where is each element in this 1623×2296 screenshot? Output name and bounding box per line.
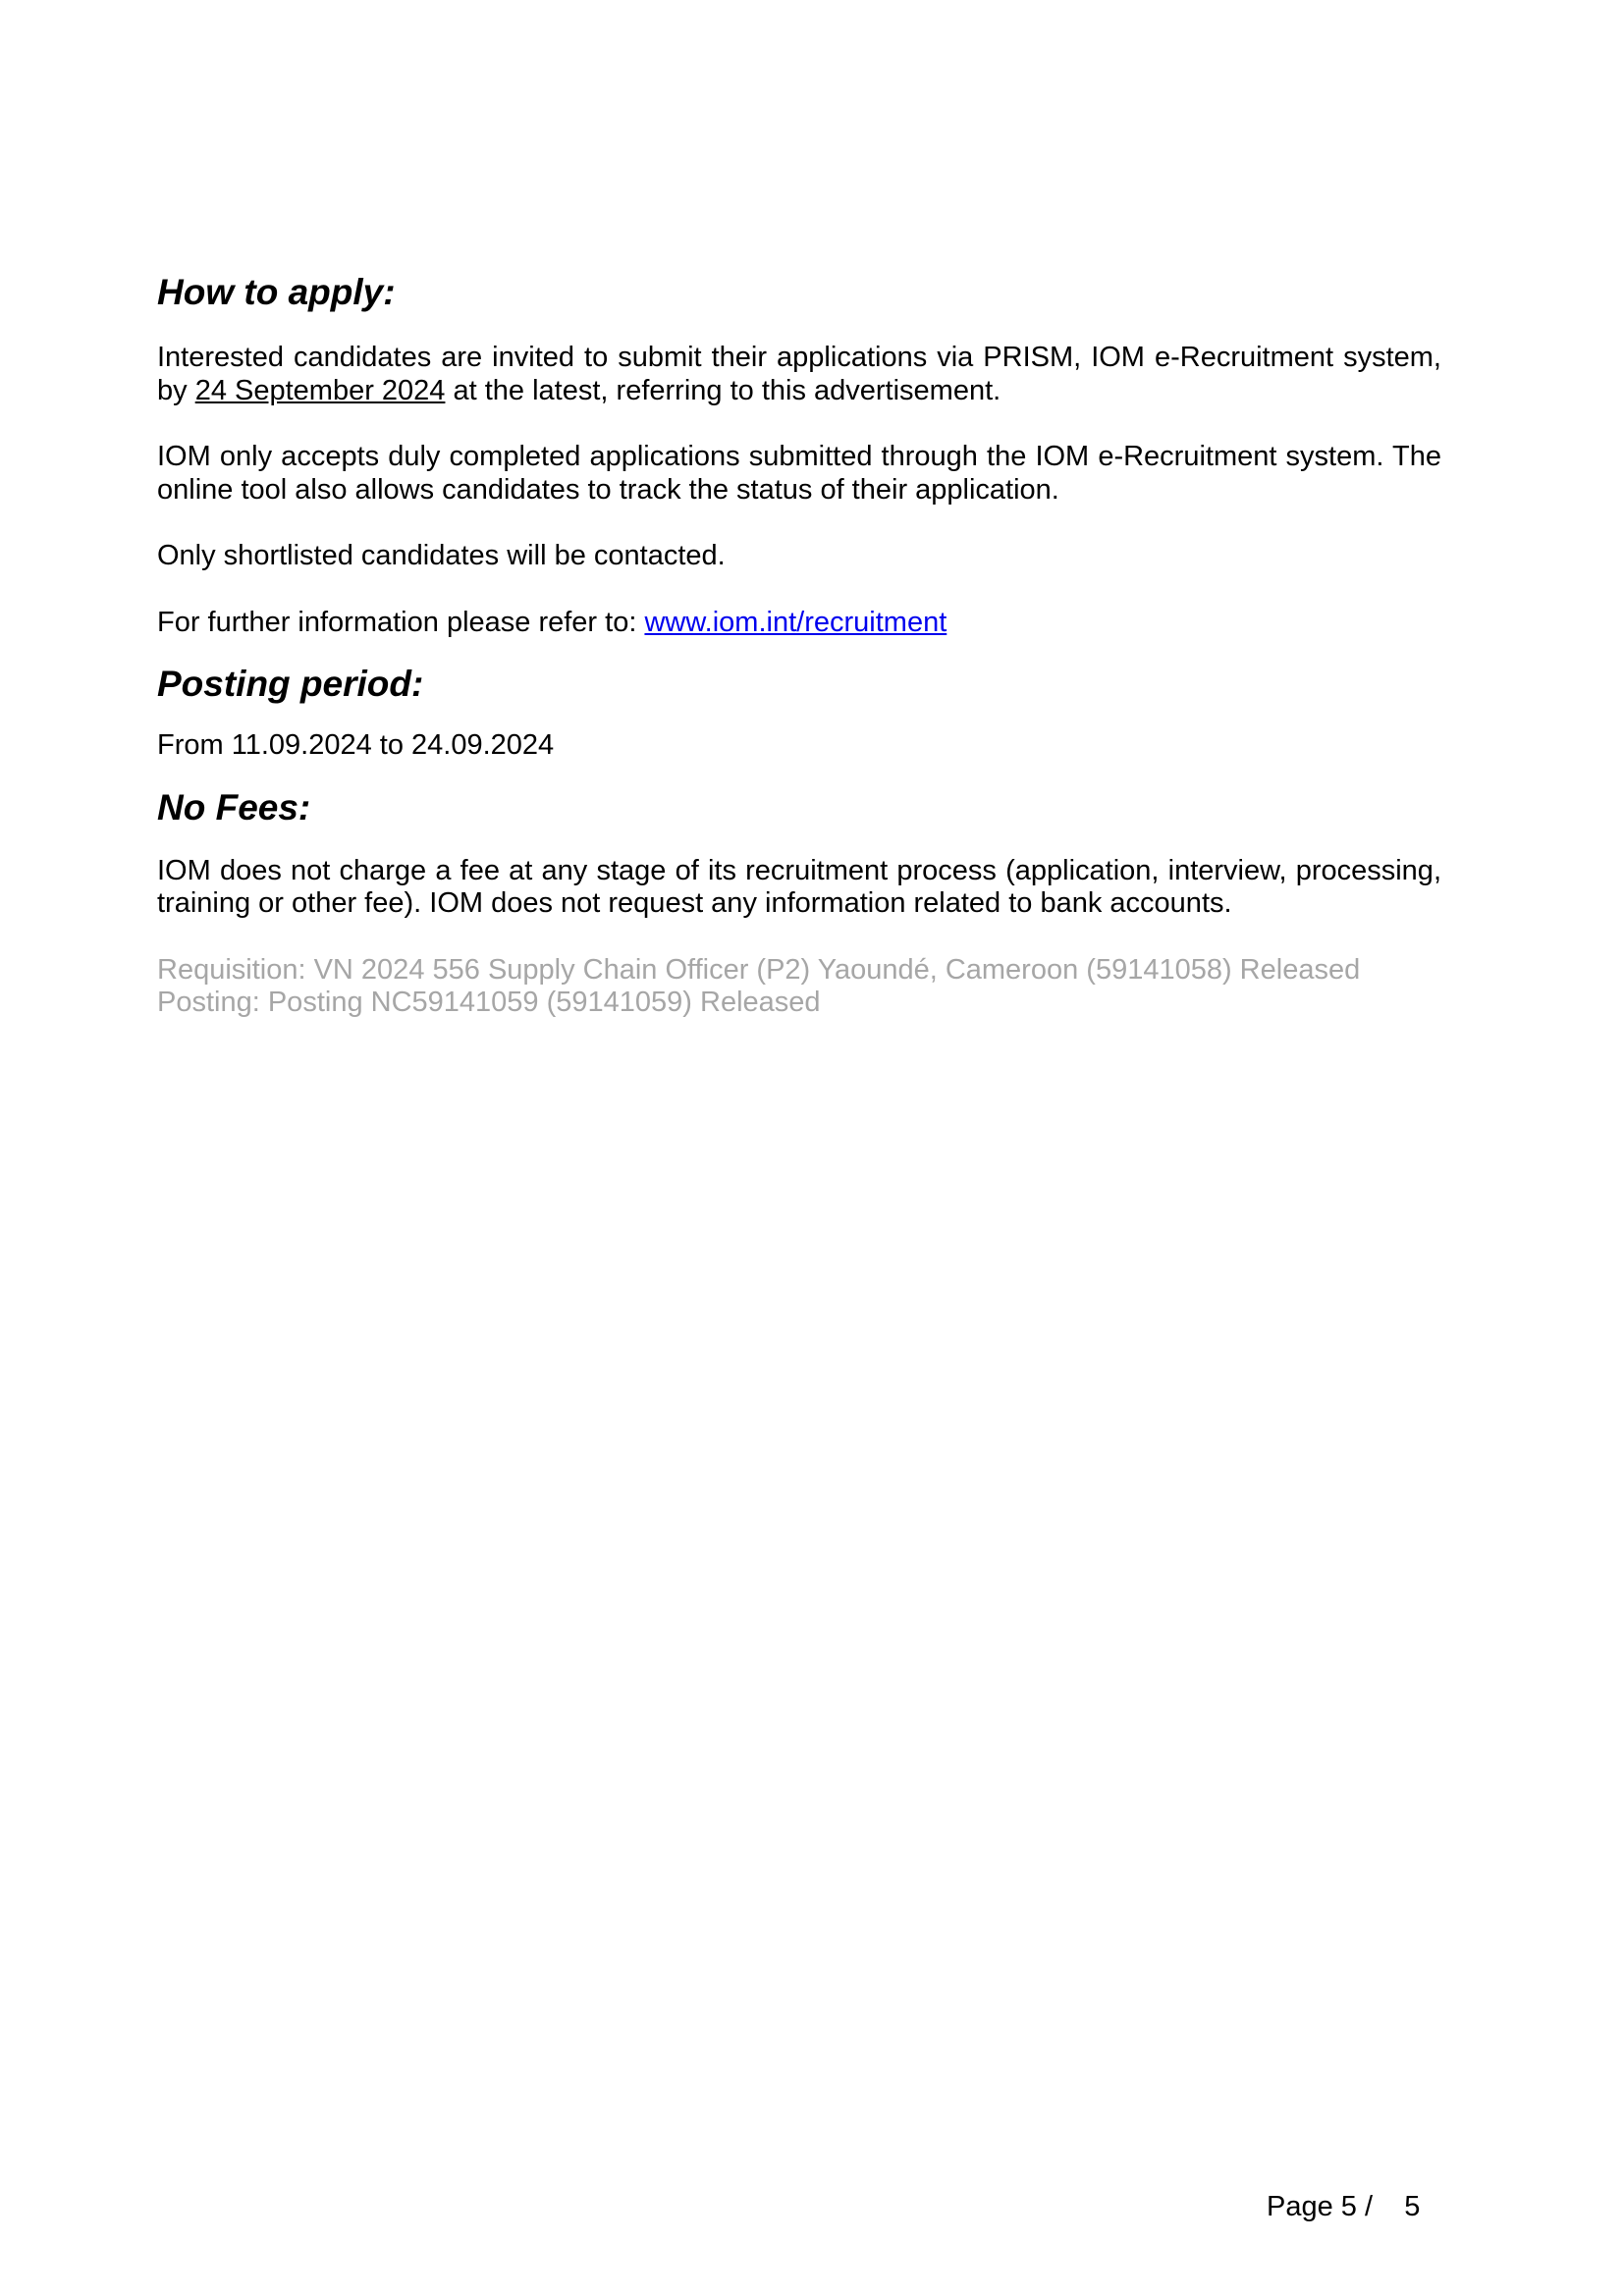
apply-text-after: at the latest, referring to this advertisement.	[445, 374, 1001, 406]
further-info-paragraph	[157, 607, 1441, 640]
no-fees-heading: No Fees:	[157, 786, 311, 828]
requisition-line: Requisition: VN 2024 556 Supply Chain Officer (P2) Yaoundé, Cameroon (59141058) Released	[157, 953, 1361, 986]
eligibility-paragraph: IOM only accepts duly completed applications submitted through the IOM e-Recruitment system. The online tool also allows candidates to track the status of their application.	[157, 441, 1441, 506]
shortlist-paragraph: Only shortlisted candidates will be contacted.	[157, 540, 726, 571]
document-body	[157, 271, 1441, 1020]
how-to-apply-heading: How to apply:	[157, 272, 396, 312]
posting-line: Posting: Posting NC59141059 (59141059) Released	[157, 987, 821, 1018]
apply-deadline: 24 September 2024	[194, 374, 446, 406]
page-number: Page 5 / 5	[1267, 2191, 1421, 2222]
recruitment-link[interactable]: www.iom.int/recruitment	[644, 606, 947, 638]
posting-metadata	[157, 954, 1441, 1020]
further-info-label: For further information please refer to:	[157, 606, 645, 638]
posting-period-heading: Posting period:	[157, 664, 424, 704]
apply-text-before: Interested candidates are invited to submit their applications via PRISM, IOM e-Recruitment system, by	[157, 342, 1441, 406]
posting-period-text: From 11.09.2024 to 24.09.2024	[157, 729, 555, 761]
no-fees-paragraph: IOM does not charge a fee at any stage of its recruitment process (application, interview, processing, training or other fee). IOM does not request any information related to bank accounts.	[157, 854, 1441, 919]
apply-paragraph	[157, 342, 1441, 407]
